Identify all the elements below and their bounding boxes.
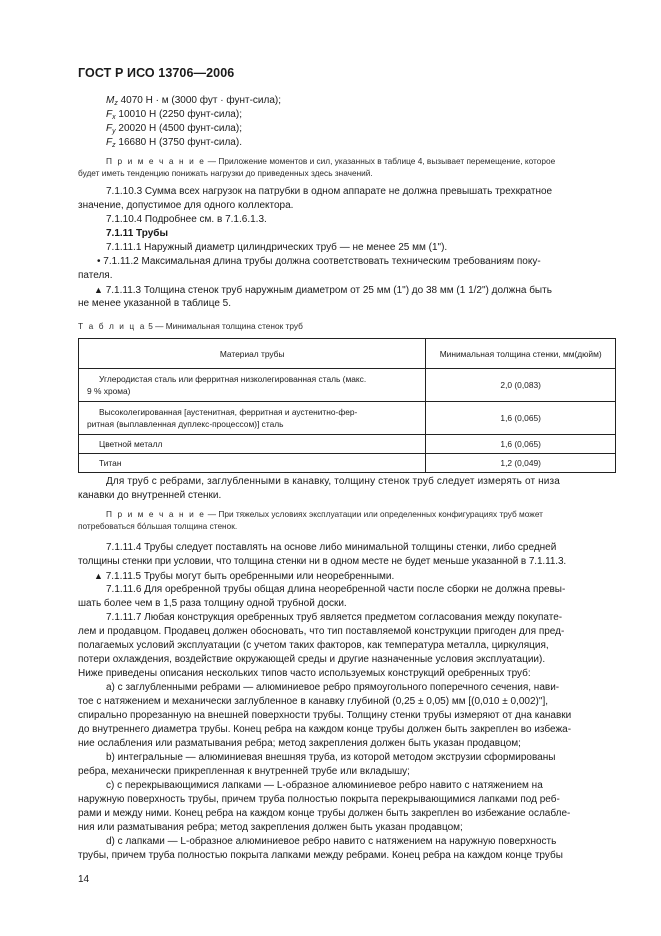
formula-subscript: y xyxy=(112,128,116,135)
material-line: ритная (выплавленная дуплекс-процессом)] сталь xyxy=(87,419,284,429)
table-caption-label: Т а б л и ц а xyxy=(78,321,146,331)
clause-7-1-11-6-line-2: шать более чем в 1,5 раза толщину одной трубной доски. xyxy=(78,598,347,609)
clause-7-1-10-4: 7.1.10.4 Подробнее см. в 7.1.6.1.3. xyxy=(106,214,267,225)
table-cell-value: 2,0 (0,083) xyxy=(426,369,616,402)
table-5-caption xyxy=(78,320,303,332)
table-cell-value: 1,6 (0,065) xyxy=(426,402,616,435)
note-2-line-1 xyxy=(106,508,543,520)
note-2-line-2: потребоваться бо́льшая толщина стенок. xyxy=(78,521,238,531)
item-b-line: ребра, механически прикрепленная к внутренней трубе или вкладышу; xyxy=(78,766,410,777)
clause-7-1-11-7-line: полагаемых условий эксплуатации (с учетом таких факторов, как температура металла, циркуляция, xyxy=(78,640,549,651)
table-5 xyxy=(78,338,616,473)
formula-symbol: F xyxy=(106,109,113,120)
page-number: 14 xyxy=(78,874,90,885)
clause-7-1-11-1: 7.1.11.1 Наружный диаметр цилиндрических труб — не менее 25 мм (1"). xyxy=(106,242,448,253)
table-header-cell: Минимальная толщина стенки, мм(дюйм) xyxy=(426,339,616,369)
clause-7-1-11-7-line: 7.1.11.7 Любая конструкция оребренных труб является предметом согласования между покупате- xyxy=(106,612,563,623)
clause-7-1-10-3-line-1: 7.1.10.3 Сумма всех нагрузок на патрубки в одном аппарате не должна превышать трехкратное xyxy=(106,186,553,197)
clause-7-1-11-5 xyxy=(94,569,394,584)
clause-7-1-11-4-line-2: толщины стенки при условии, что толщина стенки ни в одном месте не будет меньше указанной в 7.1.11.3. xyxy=(78,556,567,567)
item-d-line: трубы, причем труба полностью покрыта лапками между ребрами. Конец ребра на каждом конце трубы xyxy=(78,850,563,861)
note-label: П р и м е ч а н и е xyxy=(106,156,206,166)
item-a-line: спирально прорезанную на внешней поверхности трубы. Толщину стенки трубы измеряют от дна канавки xyxy=(78,710,572,721)
formula-value: 4070 Н · м (3000 фут · фунт-сила); xyxy=(120,95,281,106)
item-a-line: ние ослабления или разматывания ребра; метод закрепления должен быть указан продавцом; xyxy=(78,738,521,749)
material-line: 9 % хрома) xyxy=(87,386,131,396)
table-cell-material xyxy=(79,369,426,402)
triangle-marker-icon: ▲ xyxy=(94,571,103,581)
clause-7-1-11-2-line-1 xyxy=(97,255,541,269)
note-text: — При тяжелых условиях эксплуатации или определенных конфигурациях труб может xyxy=(205,509,543,519)
table-cell-value: 1,2 (0,049) xyxy=(426,454,616,473)
formula-subscript: z xyxy=(114,100,118,107)
clause-7-1-11-3-line-1 xyxy=(94,283,552,298)
material-line: Титан xyxy=(99,458,122,468)
item-c-line: рами и между ними. Конец ребра на каждом конце трубы должен быть закреплен во избежание ослабле- xyxy=(78,808,571,819)
item-d-line: d) с лапками — L-образное алюминиевое ребро навито с натяжением на наружную поверхность xyxy=(106,836,557,847)
clause-text: 7.1.11.5 Трубы могут быть оребренными или неоребренными. xyxy=(105,571,395,582)
triangle-marker-icon: ▲ xyxy=(94,285,103,295)
item-a-line: a) с заглубленными ребрами — алюминиевое ребро прямоугольного поперечного сечения, нави- xyxy=(106,682,560,693)
formula-subscript: x xyxy=(112,114,116,121)
note-text: — Приложение моментов и сил, указанных в таблице 4, вызывает перемещение, которое xyxy=(205,156,556,166)
note-1-line-2: будет иметь тенденцию понижать нагрузки до приведенных здесь значений. xyxy=(78,168,373,178)
item-b-line: b) интегральные — алюминиевая внешняя труба, из которой методом экструзии сформированы xyxy=(106,752,556,763)
table-row xyxy=(79,435,616,454)
table-cell-material xyxy=(79,402,426,435)
material-line: Углеродистая сталь или ферритная низколегированная сталь (макс. xyxy=(99,374,367,384)
clause-7-1-11-2-line-2: пателя. xyxy=(78,270,113,281)
clause-7-1-11-7-line: потери охлаждения, воздействие окружающей среды и другие назначенные условия эксплуатации). xyxy=(78,654,546,665)
item-a-line: тое с натяжением и механически заглубленное в канавку глубиной (0,25 ± 0,05) мм [(0,010 ± 0,002)"], xyxy=(78,696,548,707)
formula-value: 20020 Н (4500 фунт-сила); xyxy=(118,123,242,134)
document-header: ГОСТ Р ИСО 13706—2006 xyxy=(78,66,235,80)
clause-text: 7.1.11.2 Максимальная длина трубы должна соответствовать техническим требованиям поку- xyxy=(103,256,541,267)
table-cell-material xyxy=(79,454,426,473)
table-row xyxy=(79,369,616,402)
finned-tubes-line-2: канавки до внутренней стенки. xyxy=(78,490,222,501)
clause-text: 7.1.11.3 Толщина стенок труб наружным диаметром от 25 мм (1") до 38 мм (1 1/2") должна быть xyxy=(105,285,552,296)
material-line: Цветной металл xyxy=(99,439,163,449)
formula-symbol: F xyxy=(106,137,113,148)
clause-7-1-11-7-line: лем и продавцом. Продавец должен обосновать, что тип поставляемой конструкции пригоден для пред- xyxy=(78,626,565,637)
table-header-row xyxy=(79,339,616,369)
note-1-line-1 xyxy=(106,155,555,167)
table-cell-material xyxy=(79,435,426,454)
table-cell-value: 1,6 (0,065) xyxy=(426,435,616,454)
item-c-line: наружную поверхность трубы, причем труба полностью покрыта перекрывающимися лапками под реб- xyxy=(78,794,560,805)
clause-7-1-11-6-line-1: 7.1.11.6 Для оребренной трубы общая длина неоребренной части после сборки не должна превы- xyxy=(106,584,566,595)
section-heading-7-1-11: 7.1.11 Трубы xyxy=(106,228,169,239)
clause-7-1-11-7-line: Ниже приведены описания нескольких типов часто используемых конструкций оребренных труб: xyxy=(78,668,531,679)
formula-value: 10010 Н (2250 фунт-сила); xyxy=(118,109,242,120)
formula-subscript: z xyxy=(112,142,116,149)
clause-7-1-10-3-line-2: значение, допустимое для одного коллектора. xyxy=(78,200,294,211)
formula-value: 16680 Н (3750 фунт-сила). xyxy=(118,137,242,148)
bullet-icon: • xyxy=(97,256,101,267)
formula-fz xyxy=(106,136,242,153)
material-line: Высоколегированная [аустенитная, ферритная и аустенитно-фер- xyxy=(99,407,358,417)
table-row xyxy=(79,454,616,473)
note-label: П р и м е ч а н и е xyxy=(106,509,206,519)
formula-symbol: M xyxy=(106,95,115,106)
formula-symbol: F xyxy=(106,123,113,134)
table-header-cell: Материал трубы xyxy=(79,339,426,369)
table-caption-text: 5 — Минимальная толщина стенок труб xyxy=(145,321,303,331)
clause-7-1-11-3-line-2: не менее указанной в таблице 5. xyxy=(78,298,231,309)
finned-tubes-line-1: Для труб с ребрами, заглубленными в канавку, толщину стенок труб следует измерять от низа xyxy=(106,476,560,487)
clause-7-1-11-4-line-1: 7.1.11.4 Трубы следует поставлять на основе либо минимальной толщины стенки, либо средней xyxy=(106,542,557,553)
item-c-line: ния или разматывания ребра; метод закрепления должен быть указан продавцом; xyxy=(78,822,463,833)
item-a-line: до внутреннего диаметра трубы. Конец ребра на каждом конце трубы должен быть закреплен во избежа- xyxy=(78,724,572,735)
item-c-line: c) с перекрывающимися лапками — L-образное алюминиевое ребро навито с натяжением на xyxy=(106,780,543,791)
table-row xyxy=(79,402,616,435)
